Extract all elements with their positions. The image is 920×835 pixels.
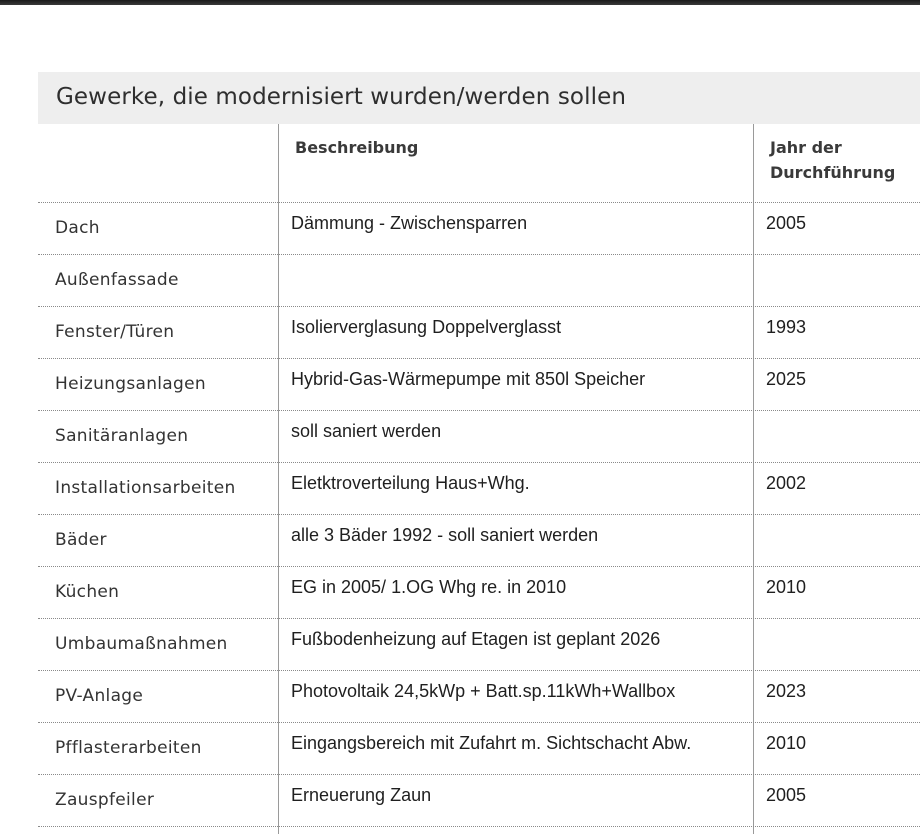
trade-cell-dach: Dach — [55, 218, 100, 238]
row-divider — [38, 514, 920, 515]
header-year-line1: Jahr der — [770, 138, 842, 157]
header-description: Beschreibung — [295, 138, 419, 157]
trade-cell-installationsarbeiten: Installationsarbeiten — [55, 478, 236, 498]
top-rule — [0, 0, 920, 5]
description-cell-dach: Dämmung - Zwischensparren — [291, 213, 528, 233]
year-cell-pv-anlage: 2023 — [766, 681, 807, 701]
year-cell-installationsarbeiten: 2002 — [766, 473, 807, 493]
column-divider-2 — [753, 124, 754, 834]
year-cell-dach: 2005 — [766, 213, 807, 233]
trade-cell-pv-anlage: PV-Anlage — [55, 686, 144, 706]
description-cell-pflasterarbeiten: Eingangsbereich mit Zufahrt m. Sichtschacht Abw. — [291, 733, 692, 753]
description-cell-baeder: alle 3 Bäder 1992 - soll saniert werden — [291, 525, 599, 545]
year-cell-kuechen: 2010 — [766, 577, 807, 597]
row-divider — [38, 774, 920, 775]
row-divider — [38, 254, 920, 255]
description-cell-kuechen: EG in 2005/ 1.OG Whg re. in 2010 — [291, 577, 567, 597]
row-divider — [38, 826, 920, 827]
row-divider — [38, 358, 920, 359]
year-cell-heizungsanlagen: 2025 — [766, 369, 807, 389]
description-cell-zauspfeiler: Erneuerung Zaun — [291, 785, 432, 805]
description-cell-fenster-tueren: Isolierverglasung Doppelverglasst — [291, 317, 562, 337]
trade-cell-baeder: Bäder — [55, 530, 107, 550]
trade-cell-heizungsanlagen: Heizungsanlagen — [55, 374, 206, 394]
row-divider — [38, 410, 920, 411]
trade-cell-sanitaeranlagen: Sanitäranlagen — [55, 426, 189, 446]
column-divider-1 — [278, 124, 279, 834]
trade-cell-pflasterarbeiten: Pfflasterarbeiten — [55, 738, 202, 758]
header-year-line2: Durchführung — [770, 163, 896, 182]
year-cell-zauspfeiler: 2005 — [766, 785, 807, 805]
trade-cell-aussenfassade: Außenfassade — [55, 270, 179, 290]
trade-cell-kuechen: Küchen — [55, 582, 120, 602]
trade-cell-umbaumassnahmen: Umbaumaßnahmen — [55, 634, 228, 654]
year-cell-fenster-tueren: 1993 — [766, 317, 807, 337]
year-cell-pflasterarbeiten: 2010 — [766, 733, 807, 753]
trade-cell-fenster-tueren: Fenster/Türen — [55, 322, 175, 342]
row-divider — [38, 670, 920, 671]
description-cell-pv-anlage: Photovoltaik 24,5kWp + Batt.sp.11kWh+Wallbox — [291, 681, 676, 701]
section-title: Gewerke, die modernisiert wurden/werden sollen — [56, 84, 626, 110]
row-divider — [38, 462, 920, 463]
row-divider — [38, 202, 920, 203]
description-cell-umbaumassnahmen: Fußbodenheizung auf Etagen ist geplant 2026 — [291, 629, 661, 649]
row-divider — [38, 618, 920, 619]
row-divider — [38, 306, 920, 307]
row-divider — [38, 722, 920, 723]
description-cell-installationsarbeiten: Eletktroverteilung Haus+Whg. — [291, 473, 530, 493]
trade-cell-zauspfeiler: Zauspfeiler — [55, 790, 155, 810]
description-cell-sanitaeranlagen: soll saniert werden — [291, 421, 442, 441]
description-cell-heizungsanlagen: Hybrid-Gas-Wärmepumpe mit 850l Speicher — [291, 369, 646, 389]
row-divider — [38, 566, 920, 567]
